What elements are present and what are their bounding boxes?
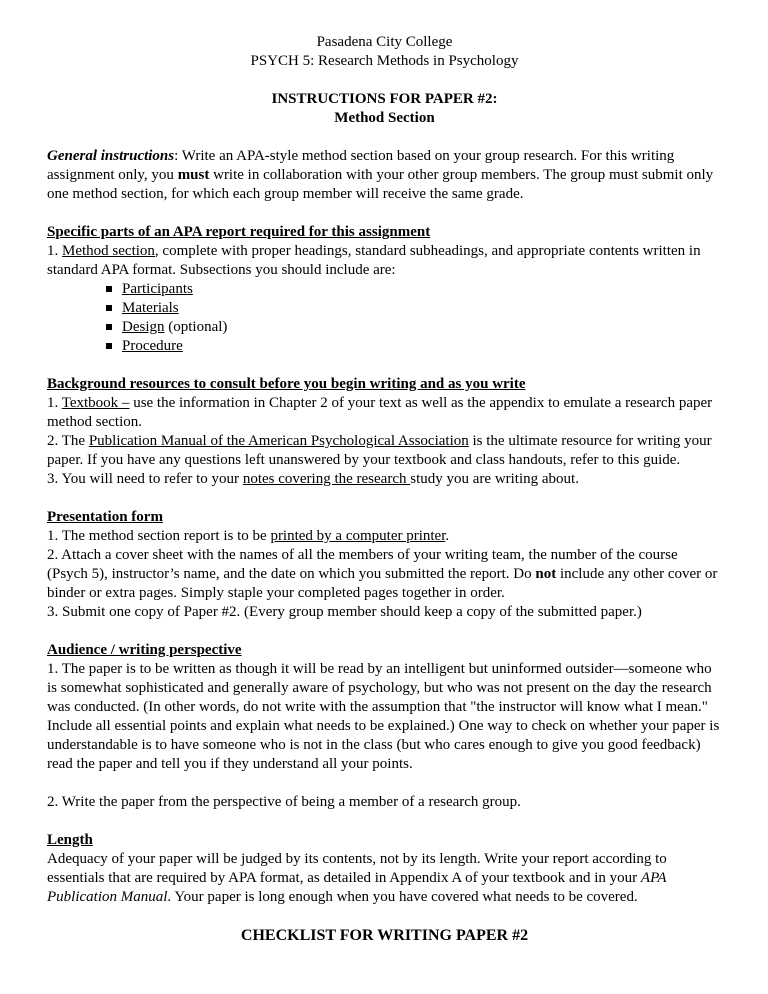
- general-label: General instructions: [47, 148, 175, 164]
- background-item-2: 2. The Publication Manual of the American Psychological Association is the ultimate resource for writing your paper. If you have any questions left unanswered by your textbook and class handouts, refer to this guide.: [47, 433, 712, 468]
- specific-heading: Specific parts of an APA report required for this assignment: [47, 224, 431, 240]
- list-item: Procedure: [106, 337, 722, 356]
- college-name: Pasadena City College: [316, 34, 453, 50]
- audience-heading: Audience / writing perspective: [47, 642, 242, 658]
- presentation-heading: Presentation form: [47, 509, 163, 525]
- presentation-item-3: 3. Submit one copy of Paper #2. (Every group member should keep a copy of the submitted paper.): [47, 604, 642, 620]
- length-heading: Length: [47, 832, 93, 848]
- list-item: Participants: [106, 280, 722, 299]
- must-emphasis: must: [177, 167, 210, 183]
- list-item: Materials: [106, 299, 722, 318]
- audience-item-2: 2. Write the paper from the perspective of being a member of a research group.: [47, 794, 521, 810]
- document-subtitle: Method Section: [334, 110, 435, 126]
- general-instructions: General instructions: Write an APA-style method section based on your group research. For this writing assignment only, you must write in collaboration with your other group members. The group must submit only one method section, for which each group member will receive the same grade.: [47, 148, 714, 202]
- subsection-list: [47, 280, 722, 356]
- presentation-item-1: 1. The method section report is to be printed by a computer printer.: [47, 528, 450, 544]
- background-item-3: 3. You will need to refer to your notes covering the research study you are writing about.: [47, 471, 579, 487]
- length-text: Adequacy of your paper will be judged by its contents, not by its length. Write your report according to essentials that are required by APA format, as detailed in Appendix A of your textbook and in your APA Publication Manual. Your paper is long enough when you have covered what needs to be covered.: [47, 851, 667, 905]
- document-title: INSTRUCTIONS FOR PAPER #2:: [271, 91, 498, 107]
- course-title: PSYCH 5: Research Methods in Psychology: [250, 53, 519, 69]
- presentation-item-2: 2. Attach a cover sheet with the names of all the members of your writing team, the number of the course (Psych 5), instructor’s name, and the date on which you submitted the report. Do not include any other cover or binder or extra pages. Simply staple your completed pages together in order.: [47, 547, 718, 601]
- background-item-1: 1. Textbook – use the information in Chapter 2 of your text as well as the appendix to emulate a research paper method section.: [47, 395, 713, 430]
- audience-item-1: 1. The paper is to be written as though it will be read by an intelligent but uninformed outsider—someone who is somewhat sophisticated and generally aware of psychology, but who was not present on the day the research was conducted. (In other words, do not write with the assumption that "the instructor will know what I mean." Include all essential points and explain what needs to be explained.) One way to check on whether your paper is understandable is to have someone who is not in the class (but who cares enough to give you good feedback) read the paper and tell you if they understand all your points.: [47, 661, 720, 772]
- checklist-title: CHECKLIST FOR WRITING PAPER #2: [240, 927, 529, 944]
- list-item: Design (optional): [106, 318, 722, 337]
- specific-item-1: 1. Method section, complete with proper headings, standard subheadings, and appropriate contents written in standard APA format. Subsections you should include are:: [47, 243, 701, 278]
- background-heading: Background resources to consult before you begin writing and as you write: [47, 376, 526, 392]
